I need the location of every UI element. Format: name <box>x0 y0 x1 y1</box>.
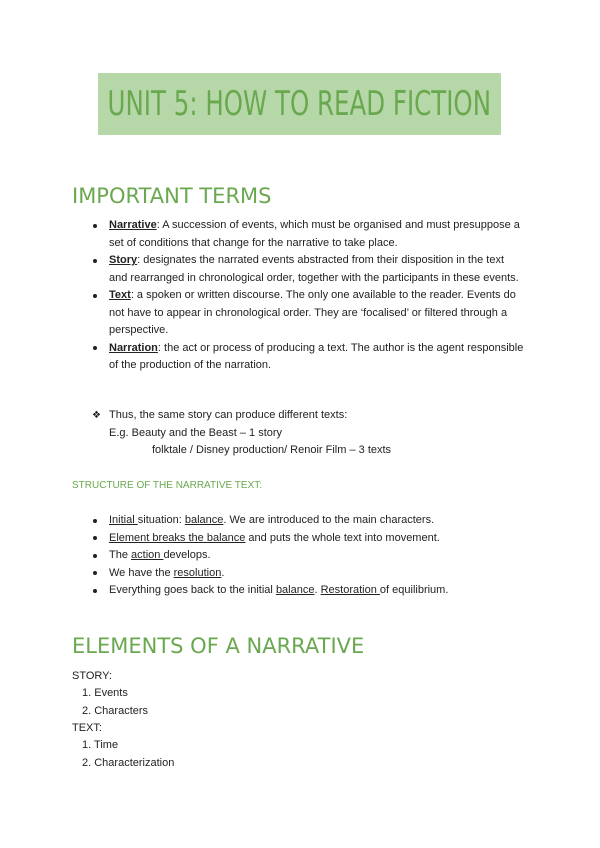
text-run: action <box>131 549 164 561</box>
text-run: develops. <box>163 549 211 561</box>
note-line: Thus, the same story can produce different texts: <box>109 409 348 421</box>
term: Story <box>109 254 138 266</box>
text-run: Restoration <box>320 584 380 596</box>
term: Narration <box>109 341 158 354</box>
text-run: and puts the whole text into movement. <box>245 531 440 544</box>
list-item <box>90 217 525 252</box>
important-terms-heading: IMPORTANT TERMS <box>72 184 272 208</box>
definition: : a spoken or written discourse. The only one available to the reader. Events do not have to appear in chronological order. They are ‘focalised’ or filtered through a perspective. <box>109 289 516 336</box>
text-run: Initial <box>109 514 138 526</box>
list-item <box>90 252 525 287</box>
text-run: resolution <box>173 566 222 579</box>
text-run: The <box>109 549 132 561</box>
text-run: of equilibrium. <box>379 584 449 596</box>
term: Narrative <box>109 219 157 231</box>
text-run: We have the <box>109 566 174 579</box>
structure-heading: STRUCTURE OF THE NARRATIVE TEXT: <box>72 480 263 491</box>
elements-heading: ELEMENTS OF A NARRATIVE <box>72 634 365 658</box>
title-banner <box>98 73 501 135</box>
story-list <box>82 685 148 720</box>
list-item: 2. Characterization <box>82 756 175 769</box>
term: Text <box>109 289 131 301</box>
list-item <box>90 565 525 583</box>
text-run: balance <box>184 514 224 526</box>
text-run: balance <box>275 584 315 596</box>
note-line: E.g. Beauty and the Beast – 1 story <box>109 426 283 439</box>
text-run: . <box>221 566 225 579</box>
text-label: TEXT: <box>72 722 102 734</box>
list-item <box>90 530 525 548</box>
definition: : the act or process of producing a text. The author is the agent responsible of the production of the narration. <box>109 341 524 371</box>
list-item: 2. Characters <box>82 704 149 717</box>
structure-list <box>90 512 525 600</box>
story-label: STORY: <box>72 670 112 682</box>
diamond-bullet-icon: ❖ <box>92 410 101 421</box>
list-item <box>90 340 525 375</box>
terms-list <box>90 217 525 375</box>
list-item <box>90 582 525 600</box>
text-run: Element breaks the balance <box>109 531 246 544</box>
text-run: . We are introduced to the main characters. <box>223 514 435 526</box>
text-run: Everything goes back to the initial <box>109 584 276 596</box>
example-note <box>90 407 391 460</box>
definition: : designates the narrated events abstracted from their disposition in the text and rearranged in chronological order, together with the participants in these events. <box>109 254 519 284</box>
list-item <box>90 547 525 565</box>
list-item: 1. Events <box>82 687 128 699</box>
definition: : A succession of events, which must be organised and must presuppose a set of conditions that change for the narrative to take place. <box>109 219 520 249</box>
list-item <box>90 287 525 340</box>
list-item <box>90 512 525 530</box>
note-line: folktale / Disney production/ Renoir Film – 3 texts <box>152 444 392 456</box>
list-item: 1. Time <box>82 739 119 751</box>
page-title: UNIT 5: HOW TO READ FICTION <box>107 84 492 124</box>
text-list <box>82 737 174 772</box>
text-run: . <box>314 584 321 596</box>
text-run: situation: <box>137 514 185 526</box>
